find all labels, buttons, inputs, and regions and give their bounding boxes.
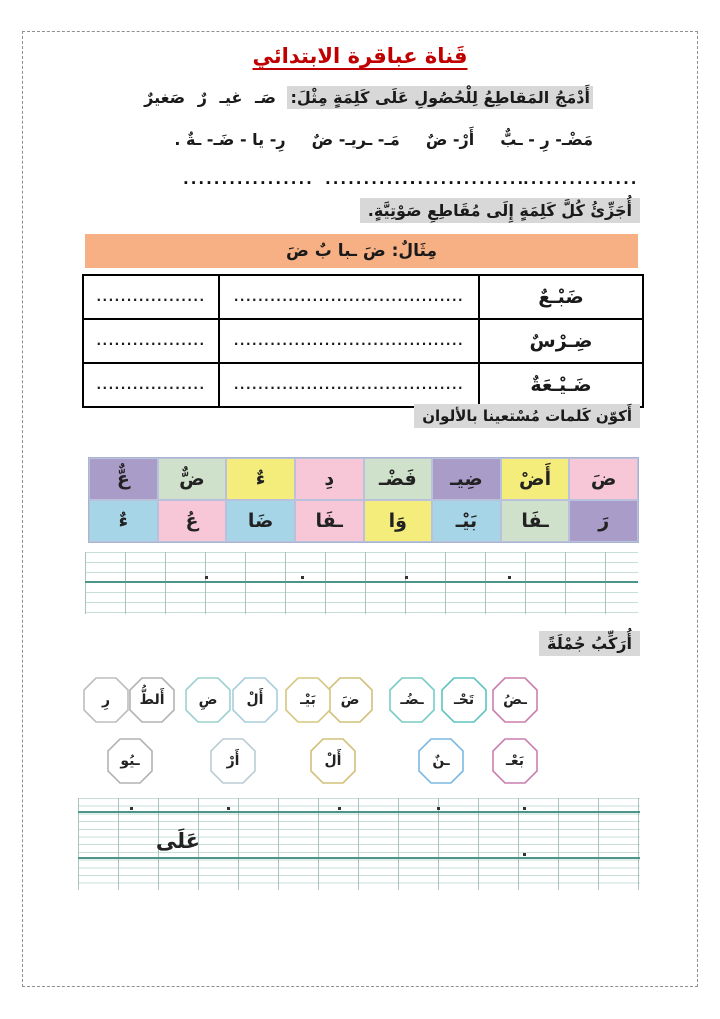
syllable-octagon (82, 676, 130, 724)
practice-word: عَلَى (155, 829, 200, 853)
short-answer-cell: .................. (83, 319, 219, 363)
long-answer-cell: ...................................... (219, 363, 479, 407)
syllable-octagon (491, 676, 539, 724)
long-answer-cell: ...................................... (219, 275, 479, 319)
syllable-cell: ـفَا (295, 500, 364, 542)
syllable-cell: بَيْـ (432, 500, 501, 542)
syllable-octagon (209, 737, 257, 785)
guide-dot (437, 807, 440, 810)
guide-dot (227, 807, 230, 810)
syllable-octagon (184, 676, 232, 724)
answer-dotted-line: ............... (523, 170, 639, 188)
merge-instruction-line (78, 88, 593, 107)
segment-heading: أُجَزِّئُ كُلَّ كَلِمَةٍ إِلَى مُقَاطِعِ صَوْتِيَّةٍ. (360, 198, 640, 223)
merge-instruction: أَدْمَجُ المَقاطِعُ لِلْحُصُولِ عَلَى كَلِمَةٍ مِثْلَ: (287, 86, 593, 109)
colorgrid-heading: أَكوّن كَلمات مُسْتعينا بالألوان (414, 404, 640, 428)
guide-dot (130, 807, 133, 810)
example-banner: مِثَالٌ: ضَ ـبا بٌ ضَ (85, 234, 638, 268)
octagon-label: أَلْ (246, 692, 264, 708)
syllable-cell: ءٌ (89, 500, 158, 542)
long-answer-cell: ...................................... (219, 319, 479, 363)
octagon-label: رِ (101, 692, 111, 708)
octagon-label: بَعْـ (506, 753, 524, 769)
octagon-label: أَلْ (324, 753, 342, 769)
syllable-cell: ضَا (226, 500, 295, 542)
guide-dot (338, 807, 341, 810)
color-grid-row (89, 500, 638, 542)
syllable-cell: فَضْـ (364, 458, 433, 500)
syllable-cell: وَا (364, 500, 433, 542)
syllable-octagon (128, 676, 176, 724)
guide-dot (405, 576, 408, 579)
syllable-octagon (440, 676, 488, 724)
short-answer-cell: .................. (83, 363, 219, 407)
octagon-label: تَحْـ (453, 692, 475, 708)
guide-dot (508, 576, 511, 579)
octagon-label: ـنٌ (432, 753, 450, 769)
octagon-label: ضَ (340, 692, 360, 708)
segmentation-table (82, 274, 644, 408)
syllable-cell: ءٌ (226, 458, 295, 500)
syllable-cell: عٌّ (89, 458, 158, 500)
word-cell: ضَبْـعٌ (479, 275, 643, 319)
syllable-octagon (326, 676, 374, 724)
writing-baseline (78, 857, 640, 859)
writing-grid-2 (78, 798, 640, 890)
guide-dot (523, 807, 526, 810)
syllable-octagon (491, 737, 539, 785)
syllable-cell: رَ (569, 500, 638, 542)
syllable-item: رِ- يا - ضَـ- ـةٌ . (174, 130, 286, 149)
guide-dot (301, 576, 304, 579)
syllable-octagon (309, 737, 357, 785)
writing-baseline (85, 581, 638, 583)
octagon-label: ضِ (198, 692, 218, 708)
table-row (83, 319, 643, 363)
syllable-octagon (388, 676, 436, 724)
syllable-cell: ضِيـ (432, 458, 501, 500)
syllable-cell: عُ (158, 500, 227, 542)
octagon-label: ـضُ (503, 692, 527, 708)
syllable-items-line (83, 130, 593, 149)
syllable-item: أَرْ- ضٌ (425, 130, 475, 149)
syllable-octagon (106, 737, 154, 785)
writing-grid-1 (85, 552, 638, 614)
table-row (83, 363, 643, 407)
guide-dot (523, 853, 526, 856)
answer-dotted-line: ................ (402, 170, 526, 188)
answer-dotted-line: ............ (325, 170, 418, 188)
syllable-octagon (417, 737, 465, 785)
color-grid-row (89, 458, 638, 500)
syllable-cell: ضٌّ (158, 458, 227, 500)
syllable-cell: ـفَا (501, 500, 570, 542)
syllable-octagon (284, 676, 332, 724)
compose-heading: أُرَكِّبُ جُمْلَةً (539, 631, 640, 656)
syllable-cell: دِ (295, 458, 364, 500)
word-cell: ضِـرْسٌ (479, 319, 643, 363)
page-title: قَناة عباقرة الابتدائي (252, 44, 468, 68)
short-answer-cell: .................. (83, 275, 219, 319)
answer-dotted-line: ................. (183, 170, 314, 188)
table-row (83, 275, 643, 319)
word-cell: ضَـيْـعَةٌ (479, 363, 643, 407)
octagon-label: أَلطُّ (139, 692, 165, 708)
syllable-cell: ضَ (569, 458, 638, 500)
octagon-label: ـيُو (120, 753, 140, 769)
syllable-octagon (231, 676, 279, 724)
octagon-label: ـضُـ (400, 692, 424, 708)
guide-dot (205, 576, 208, 579)
syllable-item: مَـ- ـريـ- ضٌ (311, 130, 400, 149)
octagon-label: بَيْـ (300, 692, 316, 708)
merge-example: صَـ غيـ رٌ صَغيرٌ (144, 88, 276, 107)
octagon-label: أَرْ (226, 753, 240, 769)
color-grid (88, 457, 639, 543)
syllable-cell: أَضْ (501, 458, 570, 500)
syllable-item: مَضْـ- رِ - ـبٌّ (500, 130, 593, 149)
writing-baseline (78, 811, 640, 813)
